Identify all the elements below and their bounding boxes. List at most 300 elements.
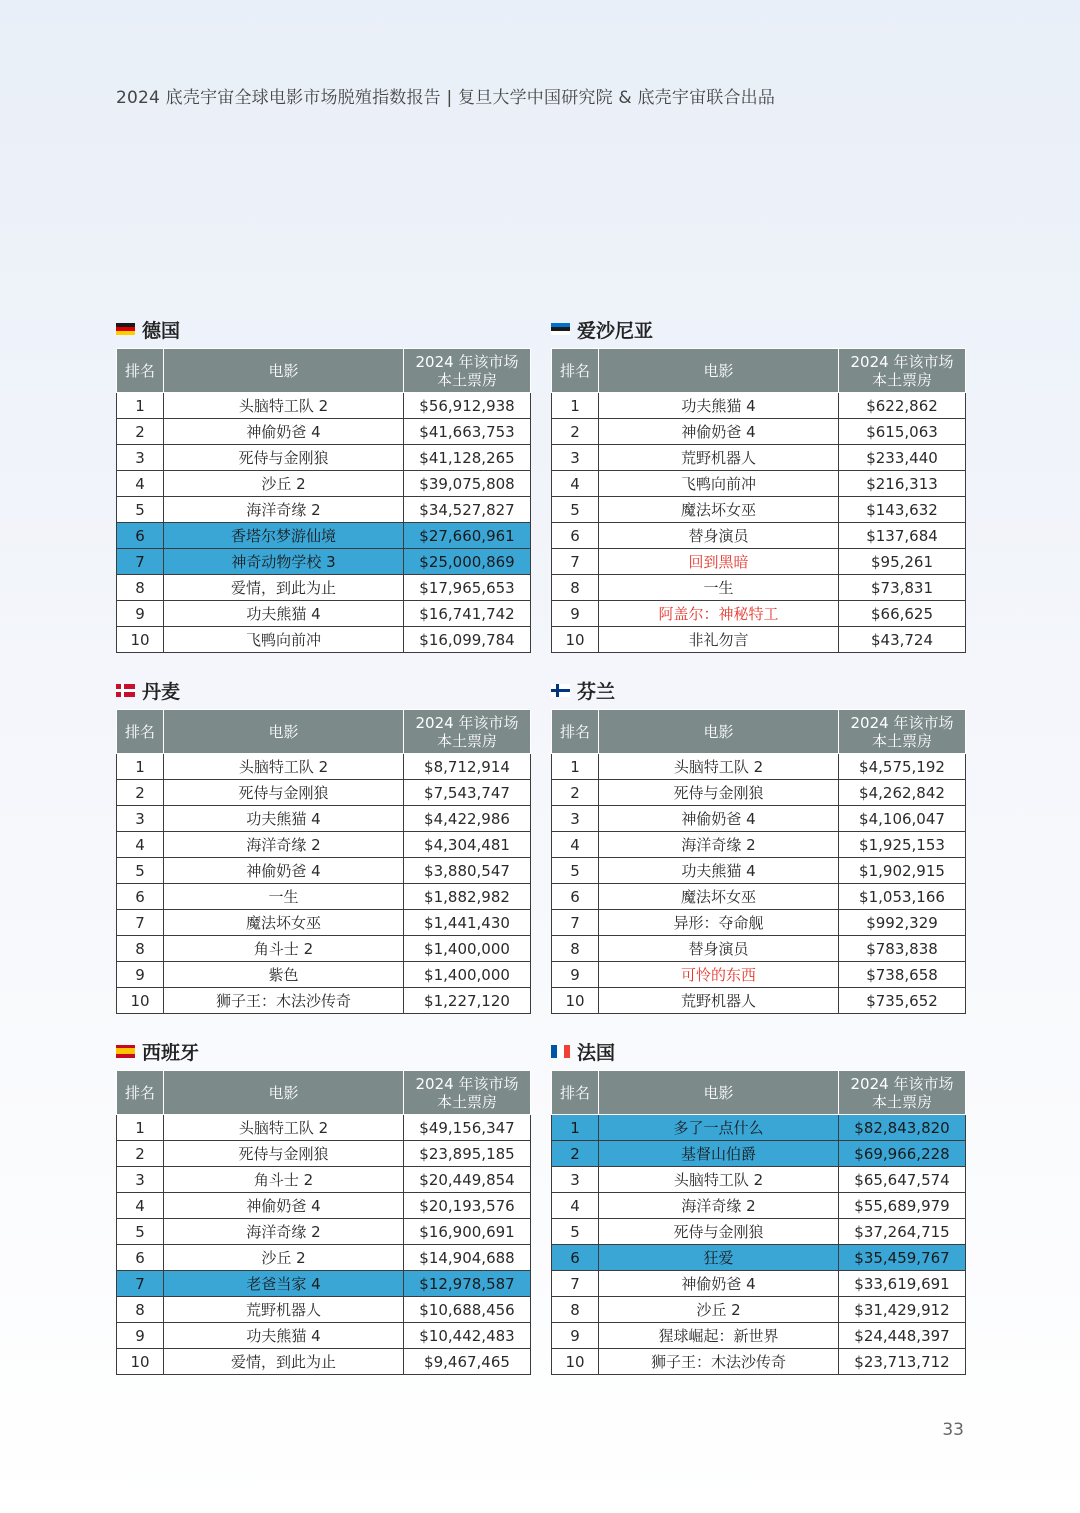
boxoffice-cell: $16,099,784 <box>404 627 531 653</box>
rank-cell: 4 <box>117 1193 164 1219</box>
germany-flag-icon <box>116 323 135 336</box>
boxoffice-cell: $27,660,961 <box>404 523 531 549</box>
table-row <box>117 393 531 419</box>
table-row <box>117 884 531 910</box>
boxoffice-cell: $216,313 <box>839 471 966 497</box>
table-row <box>552 549 966 575</box>
rank-cell: 4 <box>117 832 164 858</box>
movie-column-header: 电影 <box>599 1071 839 1115</box>
movie-cell: 荒野机器人 <box>599 988 839 1014</box>
boxoffice-cell: $1,053,166 <box>839 884 966 910</box>
movie-cell: 魔法坏女巫 <box>164 910 404 936</box>
table-row <box>117 858 531 884</box>
movie-cell: 沙丘 2 <box>164 471 404 497</box>
table-block-finland <box>551 677 965 1014</box>
boxoffice-cell: $43,724 <box>839 627 966 653</box>
table-row <box>552 962 966 988</box>
boxoffice-header-line2: 本土票房 <box>436 370 497 389</box>
rank-cell: 8 <box>117 575 164 601</box>
table-row <box>117 988 531 1014</box>
movie-column-header: 电影 <box>164 1071 404 1115</box>
boxoffice-cell: $4,422,986 <box>404 806 531 832</box>
table-row <box>552 858 966 884</box>
movie-cell: 神偷奶爸 4 <box>164 1193 404 1219</box>
boxoffice-cell: $56,912,938 <box>404 393 531 419</box>
table-block-germany <box>116 316 530 653</box>
table-header-row <box>117 349 531 393</box>
boxoffice-cell: $16,741,742 <box>404 601 531 627</box>
table-row <box>552 1219 966 1245</box>
rank-cell: 9 <box>552 601 599 627</box>
movie-cell: 神偷奶爸 4 <box>599 806 839 832</box>
table-header-row <box>552 710 966 754</box>
movie-cell: 荒野机器人 <box>599 445 839 471</box>
movie-cell: 头脑特工队 2 <box>164 754 404 780</box>
boxoffice-cell: $12,978,587 <box>404 1271 531 1297</box>
boxoffice-cell: $622,862 <box>839 393 966 419</box>
rank-cell: 1 <box>117 393 164 419</box>
table-row <box>117 832 531 858</box>
movie-cell: 老爸当家 4 <box>164 1271 404 1297</box>
movie-cell: 回到黑暗 <box>599 549 839 575</box>
rank-cell: 8 <box>552 936 599 962</box>
boxoffice-cell: $82,843,820 <box>839 1115 966 1141</box>
boxoffice-cell: $233,440 <box>839 445 966 471</box>
rank-cell: 2 <box>552 780 599 806</box>
rank-cell: 6 <box>117 1245 164 1271</box>
table-row <box>117 1349 531 1375</box>
boxoffice-cell: $14,904,688 <box>404 1245 531 1271</box>
rank-cell: 5 <box>117 858 164 884</box>
movie-cell: 功夫熊猫 4 <box>164 1323 404 1349</box>
boxoffice-cell: $55,689,979 <box>839 1193 966 1219</box>
boxoffice-cell: $24,448,397 <box>839 1323 966 1349</box>
movie-cell: 死侍与金刚狼 <box>164 1141 404 1167</box>
table-row <box>552 1271 966 1297</box>
table-row <box>117 1115 531 1141</box>
movie-cell: 爱情，到此为止 <box>164 575 404 601</box>
table-row <box>117 936 531 962</box>
boxoffice-cell: $1,882,982 <box>404 884 531 910</box>
rank-cell: 8 <box>117 936 164 962</box>
boxoffice-cell: $17,965,653 <box>404 575 531 601</box>
movie-cell: 非礼勿言 <box>599 627 839 653</box>
rank-cell: 6 <box>117 523 164 549</box>
boxoffice-table <box>551 709 966 1014</box>
movie-cell: 海洋奇缘 2 <box>164 1219 404 1245</box>
movie-cell: 沙丘 2 <box>164 1245 404 1271</box>
rank-column-header: 排名 <box>552 349 599 393</box>
boxoffice-header-line1: 2024 年该市场 <box>850 352 954 371</box>
rank-cell: 2 <box>552 1141 599 1167</box>
table-row <box>117 523 531 549</box>
boxoffice-cell: $25,000,869 <box>404 549 531 575</box>
boxoffice-column-header <box>839 1071 966 1115</box>
country-title: 德国 <box>142 319 181 342</box>
estonia-flag-icon <box>551 323 570 336</box>
movie-cell: 海洋奇缘 2 <box>164 497 404 523</box>
movie-cell: 魔法坏女巫 <box>599 497 839 523</box>
boxoffice-cell: $738,658 <box>839 962 966 988</box>
table-row <box>552 601 966 627</box>
movie-cell: 头脑特工队 2 <box>164 1115 404 1141</box>
rank-cell: 1 <box>552 1115 599 1141</box>
table-row <box>552 1193 966 1219</box>
rank-cell: 1 <box>552 393 599 419</box>
table-row <box>117 471 531 497</box>
movie-cell: 海洋奇缘 2 <box>164 832 404 858</box>
rank-cell: 5 <box>117 1219 164 1245</box>
boxoffice-cell: $1,902,915 <box>839 858 966 884</box>
movie-cell: 飞鸭向前冲 <box>164 627 404 653</box>
boxoffice-column-header <box>404 349 531 393</box>
boxoffice-cell: $1,925,153 <box>839 832 966 858</box>
rank-cell: 1 <box>117 754 164 780</box>
boxoffice-cell: $7,543,747 <box>404 780 531 806</box>
table-row <box>552 445 966 471</box>
table-header-row <box>552 1071 966 1115</box>
table-block-france <box>551 1038 965 1375</box>
table-row <box>117 962 531 988</box>
rank-cell: 10 <box>552 988 599 1014</box>
boxoffice-header-line1: 2024 年该市场 <box>850 1074 954 1093</box>
movie-cell: 角斗士 2 <box>164 936 404 962</box>
table-row <box>117 497 531 523</box>
table-row <box>552 1141 966 1167</box>
rank-cell: 10 <box>117 627 164 653</box>
movie-cell: 多了一点什么 <box>599 1115 839 1141</box>
rank-cell: 5 <box>552 858 599 884</box>
rank-cell: 9 <box>117 1323 164 1349</box>
movie-cell: 飞鸭向前冲 <box>599 471 839 497</box>
rank-cell: 9 <box>552 962 599 988</box>
rank-cell: 1 <box>552 754 599 780</box>
rank-cell: 7 <box>552 910 599 936</box>
rank-cell: 5 <box>552 1219 599 1245</box>
boxoffice-cell: $95,261 <box>839 549 966 575</box>
table-row <box>552 627 966 653</box>
rank-cell: 8 <box>117 1297 164 1323</box>
table-header-row <box>117 1071 531 1115</box>
table-row <box>552 1245 966 1271</box>
rank-cell: 2 <box>117 419 164 445</box>
boxoffice-cell: $10,442,483 <box>404 1323 531 1349</box>
movie-cell: 沙丘 2 <box>599 1297 839 1323</box>
boxoffice-cell: $1,400,000 <box>404 936 531 962</box>
movie-cell: 神偷奶爸 4 <box>164 419 404 445</box>
movie-cell: 替身演员 <box>599 936 839 962</box>
boxoffice-cell: $992,329 <box>839 910 966 936</box>
movie-cell: 功夫熊猫 4 <box>599 393 839 419</box>
table-row <box>552 936 966 962</box>
table-row <box>117 1323 531 1349</box>
country-title: 法国 <box>577 1041 616 1064</box>
movie-cell: 狮子王：木法沙传奇 <box>164 988 404 1014</box>
table-row <box>117 1141 531 1167</box>
table-row <box>552 575 966 601</box>
boxoffice-table <box>116 348 531 653</box>
table-row <box>117 1167 531 1193</box>
table-row <box>117 910 531 936</box>
rank-cell: 3 <box>117 1167 164 1193</box>
rank-cell: 10 <box>117 988 164 1014</box>
boxoffice-cell: $23,895,185 <box>404 1141 531 1167</box>
country-title: 爱沙尼亚 <box>577 319 654 342</box>
table-row <box>117 419 531 445</box>
boxoffice-cell: $39,075,808 <box>404 471 531 497</box>
table-row <box>117 1219 531 1245</box>
rank-cell: 1 <box>117 1115 164 1141</box>
boxoffice-table <box>116 1070 531 1375</box>
movie-cell: 神偷奶爸 4 <box>599 1271 839 1297</box>
movie-cell: 荒野机器人 <box>164 1297 404 1323</box>
table-row <box>117 601 531 627</box>
boxoffice-cell: $143,632 <box>839 497 966 523</box>
movie-cell: 狮子王：木法沙传奇 <box>599 1349 839 1375</box>
rank-cell: 4 <box>552 1193 599 1219</box>
movie-cell: 一生 <box>164 884 404 910</box>
table-row <box>117 1193 531 1219</box>
boxoffice-cell: $615,063 <box>839 419 966 445</box>
rank-cell: 5 <box>552 497 599 523</box>
movie-cell: 功夫熊猫 4 <box>164 601 404 627</box>
boxoffice-cell: $10,688,456 <box>404 1297 531 1323</box>
boxoffice-cell: $8,712,914 <box>404 754 531 780</box>
boxoffice-cell: $33,619,691 <box>839 1271 966 1297</box>
boxoffice-table <box>551 1070 966 1375</box>
movie-cell: 狂爱 <box>599 1245 839 1271</box>
boxoffice-column-header <box>404 710 531 754</box>
boxoffice-cell: $1,227,120 <box>404 988 531 1014</box>
rank-cell: 8 <box>552 1297 599 1323</box>
boxoffice-header-line1: 2024 年该市场 <box>415 352 519 371</box>
boxoffice-cell: $735,652 <box>839 988 966 1014</box>
boxoffice-table <box>116 709 531 1014</box>
table-row <box>117 549 531 575</box>
table-row <box>117 780 531 806</box>
rank-cell: 10 <box>552 627 599 653</box>
rank-cell: 3 <box>552 806 599 832</box>
rank-cell: 6 <box>117 884 164 910</box>
boxoffice-header-line2: 本土票房 <box>436 731 497 750</box>
boxoffice-cell: $3,880,547 <box>404 858 531 884</box>
country-title: 芬兰 <box>577 680 616 703</box>
boxoffice-cell: $73,831 <box>839 575 966 601</box>
rank-column-header: 排名 <box>117 349 164 393</box>
movie-cell: 海洋奇缘 2 <box>599 1193 839 1219</box>
table-row <box>117 1271 531 1297</box>
table-row <box>552 910 966 936</box>
table-row <box>552 471 966 497</box>
boxoffice-cell: $20,193,576 <box>404 1193 531 1219</box>
rank-cell: 3 <box>552 1167 599 1193</box>
spain-flag-icon <box>116 1045 135 1058</box>
rank-cell: 7 <box>117 910 164 936</box>
rank-cell: 3 <box>117 445 164 471</box>
table-row <box>552 832 966 858</box>
movie-cell: 角斗士 2 <box>164 1167 404 1193</box>
table-row <box>552 523 966 549</box>
table-row <box>552 1167 966 1193</box>
rank-cell: 6 <box>552 1245 599 1271</box>
rank-cell: 4 <box>117 471 164 497</box>
table-row <box>117 806 531 832</box>
boxoffice-header-line1: 2024 年该市场 <box>415 713 519 732</box>
table-row <box>552 1115 966 1141</box>
movie-cell: 死侍与金刚狼 <box>599 780 839 806</box>
table-row <box>552 497 966 523</box>
rank-cell: 5 <box>117 497 164 523</box>
table-row <box>117 1245 531 1271</box>
boxoffice-cell: $34,527,827 <box>404 497 531 523</box>
boxoffice-cell: $9,467,465 <box>404 1349 531 1375</box>
report-header: 2024 底壳宇宙全球电影市场脱殖指数报告 | 复旦大学中国研究院 & 底壳宇宙联合出品 <box>116 88 776 108</box>
movie-cell: 功夫熊猫 4 <box>164 806 404 832</box>
boxoffice-cell: $4,304,481 <box>404 832 531 858</box>
rank-cell: 8 <box>552 575 599 601</box>
table-row <box>117 1297 531 1323</box>
rank-cell: 7 <box>117 1271 164 1297</box>
rank-cell: 6 <box>552 523 599 549</box>
denmark-flag-icon <box>116 684 135 697</box>
rank-cell: 10 <box>552 1349 599 1375</box>
boxoffice-cell: $1,400,000 <box>404 962 531 988</box>
table-row <box>117 575 531 601</box>
movie-cell: 猩球崛起：新世界 <box>599 1323 839 1349</box>
boxoffice-cell: $41,663,753 <box>404 419 531 445</box>
boxoffice-cell: $41,128,265 <box>404 445 531 471</box>
rank-column-header: 排名 <box>552 710 599 754</box>
boxoffice-header-line2: 本土票房 <box>871 1092 932 1111</box>
boxoffice-cell: $137,684 <box>839 523 966 549</box>
movie-cell: 魔法坏女巫 <box>599 884 839 910</box>
movie-cell: 神偷奶爸 4 <box>599 419 839 445</box>
movie-cell: 死侍与金刚狼 <box>164 780 404 806</box>
boxoffice-cell: $65,647,574 <box>839 1167 966 1193</box>
boxoffice-cell: $783,838 <box>839 936 966 962</box>
table-header-row <box>117 710 531 754</box>
movie-cell: 功夫熊猫 4 <box>599 858 839 884</box>
movie-cell: 香塔尔梦游仙境 <box>164 523 404 549</box>
movie-cell: 死侍与金刚狼 <box>164 445 404 471</box>
movie-cell: 爱情，到此为止 <box>164 1349 404 1375</box>
rank-column-header: 排名 <box>117 710 164 754</box>
rank-cell: 7 <box>117 549 164 575</box>
boxoffice-header-line2: 本土票房 <box>436 1092 497 1111</box>
france-flag-icon <box>551 1045 570 1058</box>
movie-cell: 头脑特工队 2 <box>164 393 404 419</box>
country-title: 丹麦 <box>142 680 181 703</box>
table-row <box>552 754 966 780</box>
table-block-estonia <box>551 316 965 653</box>
table-row <box>552 884 966 910</box>
table-row <box>552 988 966 1014</box>
boxoffice-cell: $37,264,715 <box>839 1219 966 1245</box>
table-row <box>552 419 966 445</box>
boxoffice-column-header <box>404 1071 531 1115</box>
boxoffice-cell: $4,575,192 <box>839 754 966 780</box>
boxoffice-cell: $16,900,691 <box>404 1219 531 1245</box>
rank-cell: 2 <box>117 780 164 806</box>
country-title: 西班牙 <box>142 1041 200 1064</box>
boxoffice-cell: $35,459,767 <box>839 1245 966 1271</box>
page-number: 33 <box>942 1420 964 1440</box>
table-block-denmark <box>116 677 530 1014</box>
table-row <box>552 1349 966 1375</box>
table-row <box>552 780 966 806</box>
boxoffice-column-header <box>839 710 966 754</box>
boxoffice-header-line2: 本土票房 <box>871 370 932 389</box>
table-row <box>117 627 531 653</box>
table-header-row <box>552 349 966 393</box>
table-row <box>552 806 966 832</box>
movie-cell: 头脑特工队 2 <box>599 754 839 780</box>
rank-cell: 6 <box>552 884 599 910</box>
movie-cell: 神奇动物学校 3 <box>164 549 404 575</box>
boxoffice-cell: $31,429,912 <box>839 1297 966 1323</box>
boxoffice-table <box>551 348 966 653</box>
boxoffice-cell: $49,156,347 <box>404 1115 531 1141</box>
movie-cell: 头脑特工队 2 <box>599 1167 839 1193</box>
table-row <box>117 445 531 471</box>
movie-cell: 紫色 <box>164 962 404 988</box>
rank-cell: 7 <box>552 1271 599 1297</box>
table-row <box>552 1297 966 1323</box>
movie-column-header: 电影 <box>164 710 404 754</box>
movie-column-header: 电影 <box>599 349 839 393</box>
boxoffice-header-line1: 2024 年该市场 <box>850 713 954 732</box>
rank-cell: 10 <box>117 1349 164 1375</box>
boxoffice-cell: $23,713,712 <box>839 1349 966 1375</box>
boxoffice-cell: $20,449,854 <box>404 1167 531 1193</box>
rank-cell: 4 <box>552 471 599 497</box>
boxoffice-header-line1: 2024 年该市场 <box>415 1074 519 1093</box>
rank-column-header: 排名 <box>552 1071 599 1115</box>
rank-cell: 3 <box>552 445 599 471</box>
rank-cell: 2 <box>552 419 599 445</box>
movie-cell: 神偷奶爸 4 <box>164 858 404 884</box>
rank-cell: 9 <box>552 1323 599 1349</box>
finland-flag-icon <box>551 684 570 697</box>
movie-cell: 一生 <box>599 575 839 601</box>
table-block-spain <box>116 1038 530 1375</box>
movie-cell: 死侍与金刚狼 <box>599 1219 839 1245</box>
movie-column-header: 电影 <box>164 349 404 393</box>
rank-cell: 4 <box>552 832 599 858</box>
movie-cell: 阿盖尔：神秘特工 <box>599 601 839 627</box>
table-row <box>117 754 531 780</box>
rank-cell: 3 <box>117 806 164 832</box>
table-row <box>552 1323 966 1349</box>
movie-cell: 异形：夺命舰 <box>599 910 839 936</box>
movie-cell: 海洋奇缘 2 <box>599 832 839 858</box>
boxoffice-cell: $66,625 <box>839 601 966 627</box>
movie-column-header: 电影 <box>599 710 839 754</box>
boxoffice-column-header <box>839 349 966 393</box>
boxoffice-cell: $69,966,228 <box>839 1141 966 1167</box>
boxoffice-cell: $4,262,842 <box>839 780 966 806</box>
movie-cell: 替身演员 <box>599 523 839 549</box>
boxoffice-cell: $4,106,047 <box>839 806 966 832</box>
rank-cell: 9 <box>117 601 164 627</box>
rank-column-header: 排名 <box>117 1071 164 1115</box>
rank-cell: 7 <box>552 549 599 575</box>
rank-cell: 2 <box>117 1141 164 1167</box>
boxoffice-cell: $1,441,430 <box>404 910 531 936</box>
movie-cell: 可怜的东西 <box>599 962 839 988</box>
boxoffice-header-line2: 本土票房 <box>871 731 932 750</box>
rank-cell: 9 <box>117 962 164 988</box>
